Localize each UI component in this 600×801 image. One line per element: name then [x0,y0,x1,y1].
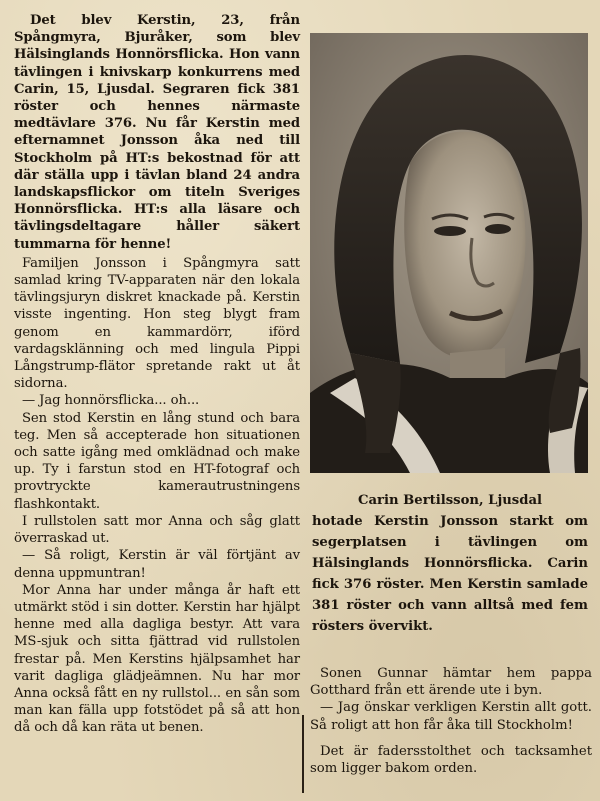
article-paragraph: Familjen Jonsson i Spångmyra satt samlad kring TV-apparaten när den lokala tävlingsjuryn diskret knackade på. Kerstin visste ingenting. Hon steg blygt fram genom en kammardörr, iförd vardagsklänning och med lingula Pippi Långstrump-flätor spretande rakt ut åt sidorna. [14,255,300,392]
article-paragraph: Sonen Gunnar hämtar hem pappa Gotthard från ett ärende ute i byn. [310,666,592,699]
article-right-column [310,665,592,777]
article-paragraph: Sen stod Kerstin en lång stund och bara teg. Men så accepterade hon situationen och satte igång med omklädnad och make up. Ty i farstun stod en HT-fotograf och provtryckte kamerautrustningens flashkontakt. [14,410,300,512]
caption-body: hotade Kerstin Jonsson starkt om segerplatsen i tävlingen om Hälsinglands Honnörsflicka. Carin fick 376 röster. Men Kerstin samlade 381 röster och vann alltså med fem rösters övervikt. [312,514,588,634]
article-quote: — Jag honnörsflicka... oh... [22,393,200,409]
article-paragraph: Mor Anna har under många år haft ett utmärkt stöd i sin dotter. Kerstin har hjälpt henne med alla dagliga bestyr. Att vara MS-sjuk och sitta fjättrad vid rullstolen frestar på. Men Kerstins hjälpsamhet har varit dagliga glädjeämnen. Nu har mor Anna också fått en ny rullstol... en sån som man kan fälla upp fotstödet på så att hon då och då kan räta ut benen. [14,582,300,736]
article-left-column [14,12,300,737]
photo-caption [312,490,588,637]
portrait-photo [310,33,588,473]
portrait-illustration [310,33,588,473]
article-paragraph: I rullstolen satt mor Anna och såg glatt överraskad ut. [14,513,300,547]
article-quote: — Jag önskar verkligen Kerstin allt gott. Så roligt att hon får åka till Stockholm! [310,700,592,733]
article-lead: Det blev Kerstin, 23, från Spångmyra, Bjuråker, som blev Hälsinglands Honnörsflicka. Hon vann tävlingen i knivskarp konkurrens med Carin, 15, Ljusdal. Segraren fick 381 röster och hennes närmaste medtävlare 376. Nu får Kerstin med efternamnet Jonsson åka ned till Stockholm på HT:s bekostnad för att där ställa upp i tävlan bland 24 andra landskapsflickor om titeln Sveriges Honnörsflicka. HT:s alla läsare och tävlingsdeltagare håller säkert tummarna för henne! [14,13,300,252]
column-divider [302,715,304,793]
article-quote: — Så roligt, Kerstin är väl förtjänt av denna uppmuntran! [14,548,300,581]
article-paragraph: Det är fadersstolthet och tacksamhet som ligger bakom orden. [310,743,592,777]
caption-title: Carin Bertilsson, Ljusdal [357,493,543,508]
